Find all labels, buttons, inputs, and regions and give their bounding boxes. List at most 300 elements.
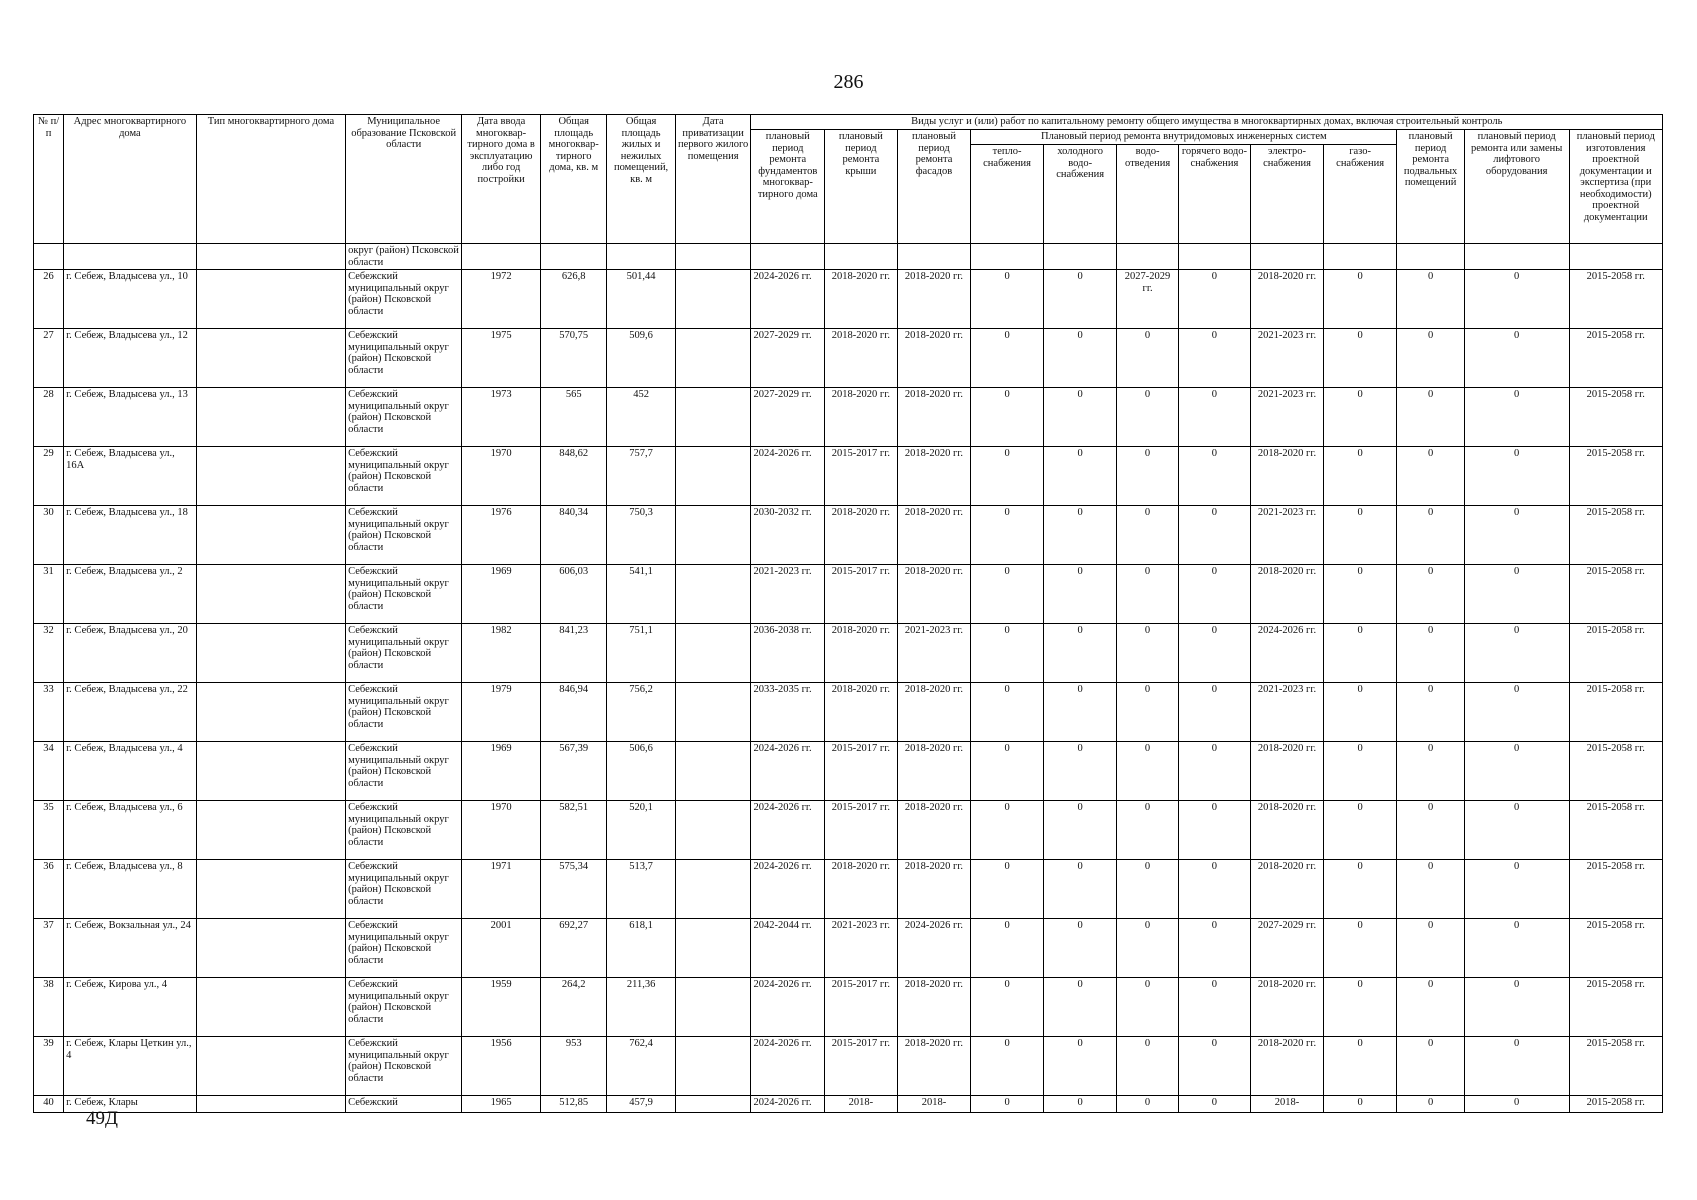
header-total-area: Общая площадь многоквар-тирного дома, кв. м xyxy=(541,115,607,244)
cell-cold-water: 0 xyxy=(1043,447,1117,506)
cell-electric: 2018-2020 гг. xyxy=(1251,565,1324,624)
cell-hot-water: 0 xyxy=(1178,978,1251,1037)
cell-cold-water: 0 xyxy=(1043,742,1117,801)
cell-drainage: 0 xyxy=(1117,447,1178,506)
cell-electric: 2018- xyxy=(1251,1096,1324,1113)
table-row xyxy=(34,447,1663,506)
cell-type xyxy=(196,1096,345,1113)
cell-total-area: 692,27 xyxy=(541,919,607,978)
cell-gas: 0 xyxy=(1323,329,1397,388)
cell-heat: 0 xyxy=(971,447,1044,506)
cell-address: г. Себеж, Клары Цеткин ул., 4 xyxy=(64,1037,197,1096)
cell-foundation: 2024-2026 гг. xyxy=(751,742,825,801)
table-row xyxy=(34,978,1663,1037)
cell-address: г. Себеж, Владысева ул., 6 xyxy=(64,801,197,860)
cell-total-area: 567,39 xyxy=(541,742,607,801)
capital-repair-table xyxy=(33,114,1663,1113)
cell-drainage: 2027-2029 гг. xyxy=(1117,270,1178,329)
cell-roof: 2015-2017 гг. xyxy=(825,565,898,624)
cell-elevator: 0 xyxy=(1464,270,1569,329)
header-num: № п/п xyxy=(34,115,64,244)
cell-design: 2015-2058 гг. xyxy=(1569,565,1662,624)
cell-foundation: 2024-2026 гг. xyxy=(751,860,825,919)
cell-total-area: 626,8 xyxy=(541,270,607,329)
cell-privatization-date xyxy=(675,860,751,919)
cell-year: 1976 xyxy=(462,506,541,565)
cell-address: г. Себеж, Владысева ул., 2 xyxy=(64,565,197,624)
cell-hot-water: 0 xyxy=(1178,329,1251,388)
cell-gas: 0 xyxy=(1323,919,1397,978)
cell-cold-water: 0 xyxy=(1043,919,1117,978)
cell-design: 2015-2058 гг. xyxy=(1569,860,1662,919)
cell-electric: 2027-2029 гг. xyxy=(1251,919,1324,978)
cell-municipality: Себежский муниципальный округ (район) Псковской области xyxy=(346,860,462,919)
cell-total-area: 953 xyxy=(541,1037,607,1096)
cell-design: 2015-2058 гг. xyxy=(1569,506,1662,565)
cell-heat: 0 xyxy=(971,565,1044,624)
cell-hot-water: 0 xyxy=(1178,801,1251,860)
cell-gas: 0 xyxy=(1323,565,1397,624)
cell-total-area: 841,23 xyxy=(541,624,607,683)
header-works-group: Виды услуг и (или) работ по капитальному ремонту общего имущества в многоквартирных домах, включая строительный контроль xyxy=(751,115,1663,130)
cell-gas: 0 xyxy=(1323,270,1397,329)
cell-design: 2015-2058 гг. xyxy=(1569,801,1662,860)
cell-heat: 0 xyxy=(971,978,1044,1037)
header-design: плановый период изготовления проектной документации и экспертиза (при необходимости) проектной документации xyxy=(1569,130,1662,244)
cell-gas: 0 xyxy=(1323,624,1397,683)
cell-municipality: Себежский муниципальный округ (район) Псковской области xyxy=(346,329,462,388)
cell-elevator: 0 xyxy=(1464,506,1569,565)
cell-num: 30 xyxy=(34,506,64,565)
cell-year: 1970 xyxy=(462,447,541,506)
page-number: 286 xyxy=(833,71,864,93)
cell-municipality: Себежский муниципальный округ (район) Псковской области xyxy=(346,388,462,447)
cell-elevator: 0 xyxy=(1464,683,1569,742)
cell-elevator: 0 xyxy=(1464,801,1569,860)
cell-drainage: 0 xyxy=(1117,860,1178,919)
cell-municipality: Себежский муниципальный округ (район) Псковской области xyxy=(346,978,462,1037)
cell-privatization-date xyxy=(675,565,751,624)
cell-hot-water: 0 xyxy=(1178,919,1251,978)
cell-cold-water: 0 xyxy=(1043,683,1117,742)
cell-elevator: 0 xyxy=(1464,860,1569,919)
cell-hot-water: 0 xyxy=(1178,1037,1251,1096)
header-cold-water: холодного водо-снабжения xyxy=(1043,145,1117,244)
cell-privatization-date xyxy=(675,624,751,683)
cell-foundation: 2033-2035 гг. xyxy=(751,683,825,742)
cell-address: г. Себеж, Владысева ул., 16А xyxy=(64,447,197,506)
cell-year: 2001 xyxy=(462,919,541,978)
cell-heat: 0 xyxy=(971,506,1044,565)
table-row xyxy=(34,388,1663,447)
table-row xyxy=(34,565,1663,624)
cell-hot-water: 0 xyxy=(1178,742,1251,801)
cell-roof: 2021-2023 гг. xyxy=(825,919,898,978)
cell-hot-water: 0 xyxy=(1178,1096,1251,1113)
cell-privatization-date xyxy=(675,801,751,860)
cell-facade: 2024-2026 гг. xyxy=(897,919,971,978)
cell-electric: 2018-2020 гг. xyxy=(1251,270,1324,329)
cell-roof: 2018-2020 гг. xyxy=(825,683,898,742)
cell-facade: 2018-2020 гг. xyxy=(897,683,971,742)
cell-heat: 0 xyxy=(971,624,1044,683)
cell-address: г. Себеж, Кирова ул., 4 xyxy=(64,978,197,1037)
cell-foundation: 2024-2026 гг. xyxy=(751,270,825,329)
cell-hot-water: 0 xyxy=(1178,388,1251,447)
cell-electric: 2018-2020 гг. xyxy=(1251,447,1324,506)
cell-living-area: 457,9 xyxy=(607,1096,675,1113)
cell-drainage: 0 xyxy=(1117,742,1178,801)
cell-foundation: 2024-2026 гг. xyxy=(751,801,825,860)
cell-cold-water: 0 xyxy=(1043,388,1117,447)
cell-type xyxy=(196,978,345,1037)
cell-facade: 2018-2020 гг. xyxy=(897,565,971,624)
cell-foundation: 2024-2026 гг. xyxy=(751,978,825,1037)
table-row xyxy=(34,624,1663,683)
cell-address: г. Себеж, Владысева ул., 12 xyxy=(64,329,197,388)
cell-basement: 0 xyxy=(1397,919,1464,978)
cell-privatization-date xyxy=(675,1037,751,1096)
cell-type xyxy=(196,270,345,329)
cell-design: 2015-2058 гг. xyxy=(1569,978,1662,1037)
cell-municipality: Себежский муниципальный округ (район) Псковской области xyxy=(346,624,462,683)
cell-basement: 0 xyxy=(1397,565,1464,624)
cell-heat: 0 xyxy=(971,742,1044,801)
cell-foundation: 2021-2023 гг. xyxy=(751,565,825,624)
cell-heat: 0 xyxy=(971,683,1044,742)
header-systems-group: Плановый период ремонта внутридомовых инженерных систем xyxy=(971,130,1397,145)
cell-facade: 2018-2020 гг. xyxy=(897,388,971,447)
cell-num: 35 xyxy=(34,801,64,860)
cell-roof: 2015-2017 гг. xyxy=(825,447,898,506)
cell-elevator: 0 xyxy=(1464,919,1569,978)
cell-basement: 0 xyxy=(1397,683,1464,742)
cell-facade: 2018-2020 гг. xyxy=(897,742,971,801)
cell-elevator: 0 xyxy=(1464,1037,1569,1096)
cell-type xyxy=(196,624,345,683)
cell-year: 1969 xyxy=(462,565,541,624)
cell-facade: 2018-2020 гг. xyxy=(897,447,971,506)
cell-electric: 2021-2023 гг. xyxy=(1251,388,1324,447)
cell-cold-water: 0 xyxy=(1043,1037,1117,1096)
cell-gas: 0 xyxy=(1323,683,1397,742)
cell-drainage: 0 xyxy=(1117,565,1178,624)
header-privatization-date: Дата приватизации первого жилого помещения xyxy=(675,115,751,244)
cell-living-area: 762,4 xyxy=(607,1037,675,1096)
table-row xyxy=(34,801,1663,860)
cell-type xyxy=(196,860,345,919)
cell-design: 2015-2058 гг. xyxy=(1569,919,1662,978)
cell-living-area: 756,2 xyxy=(607,683,675,742)
header-commission-date: Дата ввода многоквар-тирного дома в эксплуатацию либо год постройки xyxy=(462,115,541,244)
cell-total-area: 264,2 xyxy=(541,978,607,1037)
table-row xyxy=(34,860,1663,919)
cell-year: 1959 xyxy=(462,978,541,1037)
cell-living-area: 751,1 xyxy=(607,624,675,683)
cell-year: 1979 xyxy=(462,683,541,742)
cell-basement: 0 xyxy=(1397,270,1464,329)
header-address: Адрес многоквартирного дома xyxy=(64,115,197,244)
cell-heat: 0 xyxy=(971,329,1044,388)
cell-hot-water: 0 xyxy=(1178,683,1251,742)
cell-year: 1956 xyxy=(462,1037,541,1096)
cell-basement: 0 xyxy=(1397,506,1464,565)
cell-drainage: 0 xyxy=(1117,978,1178,1037)
cell-gas: 0 xyxy=(1323,1096,1397,1113)
cell-type xyxy=(196,919,345,978)
continuation-row xyxy=(34,244,1663,270)
cell-hot-water: 0 xyxy=(1178,270,1251,329)
cell-design: 2015-2058 гг. xyxy=(1569,329,1662,388)
cell-facade: 2018-2020 гг. xyxy=(897,978,971,1037)
cell-type xyxy=(196,742,345,801)
header-elevator: плановый период ремонта или замены лифтового оборудования xyxy=(1464,130,1569,244)
cell-municipality: Себежский муниципальный округ (район) Псковской области xyxy=(346,801,462,860)
cell-num: 27 xyxy=(34,329,64,388)
cell-design: 2015-2058 гг. xyxy=(1569,624,1662,683)
cell-heat: 0 xyxy=(971,270,1044,329)
cell-total-area: 846,94 xyxy=(541,683,607,742)
cell-heat: 0 xyxy=(971,1037,1044,1096)
cell-living-area: 618,1 xyxy=(607,919,675,978)
table-row xyxy=(34,1096,1663,1113)
header-roof: плановый период ремонта крыши xyxy=(825,130,898,244)
cell-elevator: 0 xyxy=(1464,1096,1569,1113)
cell-cold-water: 0 xyxy=(1043,1096,1117,1113)
cell-cold-water: 0 xyxy=(1043,801,1117,860)
cell-type xyxy=(196,801,345,860)
cell-facade: 2018-2020 гг. xyxy=(897,801,971,860)
cell-num: 26 xyxy=(34,270,64,329)
cell-foundation: 2030-2032 гг. xyxy=(751,506,825,565)
cell-municipality: Себежский муниципальный округ (район) Псковской области xyxy=(346,683,462,742)
table-row xyxy=(34,1037,1663,1096)
cell-num: 29 xyxy=(34,447,64,506)
cell-gas: 0 xyxy=(1323,742,1397,801)
table-row xyxy=(34,270,1663,329)
cell-electric: 2018-2020 гг. xyxy=(1251,742,1324,801)
header-electric: электро-снабжения xyxy=(1251,145,1324,244)
cell-living-area: 509,6 xyxy=(607,329,675,388)
cell-year: 1970 xyxy=(462,801,541,860)
cell-municipality: Себежский муниципальный округ (район) Псковской области xyxy=(346,447,462,506)
cell-address: г. Себеж, Владысева ул., 13 xyxy=(64,388,197,447)
cell-municipality: округ (район) Псковской области xyxy=(346,244,462,270)
cell-total-area: 606,03 xyxy=(541,565,607,624)
cell-elevator: 0 xyxy=(1464,388,1569,447)
cell-year: 1975 xyxy=(462,329,541,388)
cell-municipality: Себежский муниципальный округ (район) Псковской области xyxy=(346,506,462,565)
cell-address: г. Себеж, Владысева ул., 20 xyxy=(64,624,197,683)
cell-hot-water: 0 xyxy=(1178,624,1251,683)
cell-roof: 2018- xyxy=(825,1096,898,1113)
cell-basement: 0 xyxy=(1397,447,1464,506)
header-drainage: водо-отведения xyxy=(1117,145,1178,244)
cell-roof: 2015-2017 гг. xyxy=(825,742,898,801)
cell-privatization-date xyxy=(675,978,751,1037)
cell-year: 1972 xyxy=(462,270,541,329)
cell-facade: 2018-2020 гг. xyxy=(897,506,971,565)
cell-year: 1973 xyxy=(462,388,541,447)
cell-elevator: 0 xyxy=(1464,978,1569,1037)
cell-total-area: 570,75 xyxy=(541,329,607,388)
cell-num: 32 xyxy=(34,624,64,683)
cell-elevator: 0 xyxy=(1464,624,1569,683)
cell-roof: 2018-2020 гг. xyxy=(825,329,898,388)
cell-municipality: Себежский муниципальный округ (район) Псковской области xyxy=(346,270,462,329)
cell-roof: 2018-2020 гг. xyxy=(825,860,898,919)
cell-design: 2015-2058 гг. xyxy=(1569,388,1662,447)
cell-design: 2015-2058 гг. xyxy=(1569,683,1662,742)
cell-living-area: 452 xyxy=(607,388,675,447)
cell-address: г. Себеж, Владысева ул., 10 xyxy=(64,270,197,329)
cell-address: г. Себеж, Клары xyxy=(64,1096,197,1113)
cell-drainage: 0 xyxy=(1117,919,1178,978)
cell-drainage: 0 xyxy=(1117,624,1178,683)
cell-gas: 0 xyxy=(1323,506,1397,565)
cell-facade: 2018- xyxy=(897,1096,971,1113)
cell-type xyxy=(196,683,345,742)
cell-type xyxy=(196,329,345,388)
cell-drainage: 0 xyxy=(1117,683,1178,742)
cell-drainage: 0 xyxy=(1117,1037,1178,1096)
cell-total-area: 582,51 xyxy=(541,801,607,860)
cell-privatization-date xyxy=(675,506,751,565)
cell-gas: 0 xyxy=(1323,978,1397,1037)
cell-total-area: 840,34 xyxy=(541,506,607,565)
cell-living-area: 757,7 xyxy=(607,447,675,506)
header-facade: плановый период ремонта фасадов xyxy=(897,130,971,244)
cell-gas: 0 xyxy=(1323,1037,1397,1096)
cell-hot-water: 0 xyxy=(1178,447,1251,506)
cell-facade: 2018-2020 гг. xyxy=(897,270,971,329)
cell-living-area: 513,7 xyxy=(607,860,675,919)
cell-design: 2015-2058 гг. xyxy=(1569,742,1662,801)
cell-municipality: Себежский муниципальный округ (район) Псковской области xyxy=(346,919,462,978)
table-row xyxy=(34,919,1663,978)
cell-roof: 2015-2017 гг. xyxy=(825,978,898,1037)
cell-foundation: 2024-2026 гг. xyxy=(751,1037,825,1096)
cell-num: 36 xyxy=(34,860,64,919)
cell-municipality: Себежский xyxy=(346,1096,462,1113)
cell-privatization-date xyxy=(675,683,751,742)
header-foundation: плановый период ремонта фундаментов многоквар-тирного дома xyxy=(751,130,825,244)
cell-num: 38 xyxy=(34,978,64,1037)
cell-foundation: 2027-2029 гг. xyxy=(751,388,825,447)
table-row xyxy=(34,506,1663,565)
cell-drainage: 0 xyxy=(1117,329,1178,388)
cell-num: 39 xyxy=(34,1037,64,1096)
cell-electric: 2018-2020 гг. xyxy=(1251,860,1324,919)
cell-basement: 0 xyxy=(1397,388,1464,447)
cell-cold-water: 0 xyxy=(1043,860,1117,919)
cell-foundation: 2036-2038 гг. xyxy=(751,624,825,683)
cell-elevator: 0 xyxy=(1464,447,1569,506)
cell-foundation: 2042-2044 гг. xyxy=(751,919,825,978)
cell-living-area: 520,1 xyxy=(607,801,675,860)
cell-basement: 0 xyxy=(1397,801,1464,860)
cell-foundation: 2024-2026 гг. xyxy=(751,447,825,506)
cell-cold-water: 0 xyxy=(1043,506,1117,565)
header-gas: газо-снабжения xyxy=(1323,145,1397,244)
cell-electric: 2021-2023 гг. xyxy=(1251,683,1324,742)
cell-municipality: Себежский муниципальный округ (район) Псковской области xyxy=(346,742,462,801)
cell-design: 2015-2058 гг. xyxy=(1569,1096,1662,1113)
cell-living-area: 506,6 xyxy=(607,742,675,801)
table-row xyxy=(34,329,1663,388)
cell-drainage: 0 xyxy=(1117,801,1178,860)
cell-drainage: 0 xyxy=(1117,388,1178,447)
cell-design: 2015-2058 гг. xyxy=(1569,1037,1662,1096)
cell-num: 40 xyxy=(34,1096,64,1113)
cell-basement: 0 xyxy=(1397,329,1464,388)
cell-address: г. Себеж, Владысева ул., 18 xyxy=(64,506,197,565)
cell-num: 28 xyxy=(34,388,64,447)
cell-privatization-date xyxy=(675,329,751,388)
cell-cold-water: 0 xyxy=(1043,565,1117,624)
cell-address: г. Себеж, Вокзальная ул., 24 xyxy=(64,919,197,978)
cell-roof: 2015-2017 гг. xyxy=(825,801,898,860)
cell-heat: 0 xyxy=(971,860,1044,919)
table-row xyxy=(34,683,1663,742)
cell-heat: 0 xyxy=(971,801,1044,860)
header-municipality: Муниципальное образование Псковской области xyxy=(346,115,462,244)
cell-privatization-date xyxy=(675,270,751,329)
footer-code: 49Д xyxy=(86,1108,118,1129)
cell-electric: 2024-2026 гг. xyxy=(1251,624,1324,683)
cell-privatization-date xyxy=(675,742,751,801)
cell-total-area: 565 xyxy=(541,388,607,447)
cell-cold-water: 0 xyxy=(1043,329,1117,388)
cell-type xyxy=(196,565,345,624)
cell-total-area: 575,34 xyxy=(541,860,607,919)
cell-electric: 2018-2020 гг. xyxy=(1251,801,1324,860)
cell-year: 1971 xyxy=(462,860,541,919)
cell-living-area: 501,44 xyxy=(607,270,675,329)
header-hot-water: горячего водо-снабжения xyxy=(1178,145,1251,244)
cell-num: 37 xyxy=(34,919,64,978)
cell-basement: 0 xyxy=(1397,860,1464,919)
cell-year: 1982 xyxy=(462,624,541,683)
cell-privatization-date xyxy=(675,388,751,447)
cell-num: 33 xyxy=(34,683,64,742)
cell-privatization-date xyxy=(675,1096,751,1113)
cell-electric: 2018-2020 гг. xyxy=(1251,978,1324,1037)
cell-type xyxy=(196,388,345,447)
cell-electric: 2021-2023 гг. xyxy=(1251,506,1324,565)
cell-gas: 0 xyxy=(1323,388,1397,447)
cell-foundation: 2024-2026 гг. xyxy=(751,1096,825,1113)
cell-design: 2015-2058 гг. xyxy=(1569,447,1662,506)
cell-year: 1965 xyxy=(462,1096,541,1113)
cell-drainage: 0 xyxy=(1117,1096,1178,1113)
cell-address: г. Себеж, Владысева ул., 4 xyxy=(64,742,197,801)
cell-heat: 0 xyxy=(971,919,1044,978)
cell-total-area: 848,62 xyxy=(541,447,607,506)
cell-cold-water: 0 xyxy=(1043,270,1117,329)
header-living-area: Общая площадь жилых и нежилых помещений, кв. м xyxy=(607,115,675,244)
cell-type xyxy=(196,506,345,565)
cell-gas: 0 xyxy=(1323,860,1397,919)
table-row xyxy=(34,742,1663,801)
cell-municipality: Себежский муниципальный округ (район) Псковской области xyxy=(346,1037,462,1096)
cell-basement: 0 xyxy=(1397,1037,1464,1096)
cell-facade: 2018-2020 гг. xyxy=(897,1037,971,1096)
cell-basement: 0 xyxy=(1397,978,1464,1037)
cell-basement: 0 xyxy=(1397,742,1464,801)
cell-heat: 0 xyxy=(971,1096,1044,1113)
cell-elevator: 0 xyxy=(1464,329,1569,388)
